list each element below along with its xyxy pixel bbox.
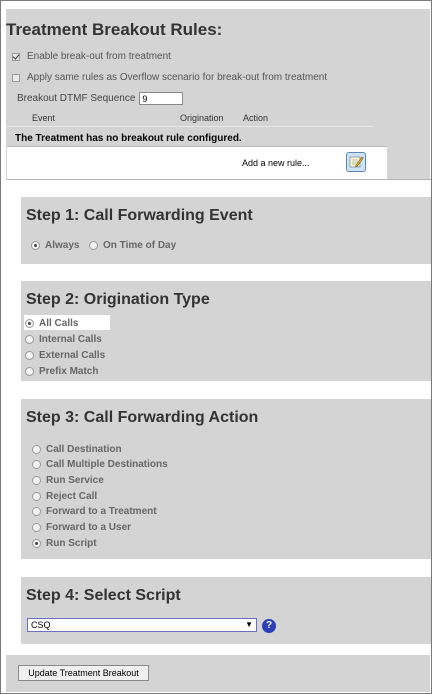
dtmf-label: Breakout DTMF Sequence: [17, 93, 136, 104]
column-header-event: Event: [32, 113, 56, 123]
enable-breakout-checkbox[interactable]: [12, 53, 20, 61]
step1-option-time-of-day-label: On Time of Day: [103, 240, 177, 251]
panel-bottom-divider: [7, 179, 431, 180]
step3-option-run-service-label: Run Service: [46, 475, 104, 486]
step3-title: Step 3: Call Forwarding Action: [26, 409, 259, 426]
enable-breakout-row[interactable]: [12, 51, 171, 62]
enable-breakout-label: Enable break-out from treatment: [27, 51, 171, 62]
dtmf-input[interactable]: 9: [139, 92, 183, 105]
step1-panel: [21, 197, 431, 264]
step2-option-all-calls[interactable]: [25, 318, 78, 329]
step3-option-run-script-label: Run Script: [46, 538, 97, 549]
step1-option-always-label: Always: [45, 240, 80, 251]
step1-option-always[interactable]: [31, 240, 79, 251]
radio-all-calls[interactable]: [25, 319, 34, 328]
step2-title: Step 2: Origination Type: [26, 291, 210, 308]
radio-time-of-day[interactable]: [89, 241, 98, 250]
add-rule-link[interactable]: Add a new rule...: [242, 158, 310, 168]
step3-option-forward-user-label: Forward to a User: [46, 522, 132, 533]
step3-option-call-multiple[interactable]: [32, 459, 168, 470]
dtmf-sequence-row: [17, 92, 183, 105]
same-rules-checkbox[interactable]: [12, 74, 20, 82]
step3-option-run-script[interactable]: [32, 538, 97, 549]
radio-forward-treatment[interactable]: [32, 507, 41, 516]
page-title: Treatment Breakout Rules:: [6, 20, 223, 39]
step1-title: Step 1: Call Forwarding Event: [26, 207, 253, 224]
step3-option-call-destination-label: Call Destination: [46, 444, 122, 455]
chevron-down-icon[interactable]: ▼: [245, 620, 253, 629]
radio-external-calls[interactable]: [25, 351, 34, 360]
step3-option-forward-treatment-label: Forward to a Treatment: [46, 506, 157, 517]
radio-call-destination[interactable]: [32, 445, 41, 454]
header-divider: [7, 126, 373, 127]
script-select[interactable]: [27, 618, 257, 632]
step2-option-internal-calls-label: Internal Calls: [39, 334, 102, 345]
same-rules-label: Apply same rules as Overflow scenario for break-out from treatment: [27, 72, 328, 83]
radio-prefix-match[interactable]: [25, 367, 34, 376]
step3-option-run-service[interactable]: [32, 475, 104, 486]
step2-option-prefix-match-label: Prefix Match: [39, 366, 99, 377]
step2-option-external-calls-label: External Calls: [39, 350, 106, 361]
step2-option-prefix-match[interactable]: [25, 366, 98, 377]
column-header-origination: Origination: [180, 113, 224, 123]
step1-option-time-of-day[interactable]: [89, 240, 176, 251]
radio-always[interactable]: [31, 241, 40, 250]
radio-forward-user[interactable]: [32, 523, 41, 532]
step3-option-call-destination[interactable]: [32, 444, 122, 455]
script-select-value: CSQ: [31, 620, 51, 630]
radio-reject-call[interactable]: [32, 492, 41, 501]
radio-run-service[interactable]: [32, 476, 41, 485]
add-rule-divider: [7, 146, 387, 147]
step4-panel: [21, 577, 431, 644]
step4-title: Step 4: Select Script: [26, 587, 181, 604]
step2-option-internal-calls[interactable]: [25, 334, 102, 345]
radio-run-script[interactable]: [32, 539, 41, 548]
add-rule-bar: [7, 146, 387, 179]
column-header-action: Action: [243, 113, 269, 123]
empty-rules-message: The Treatment has no breakout rule configured.: [15, 133, 242, 144]
step2-option-all-calls-label: All Calls: [39, 318, 79, 329]
step3-option-reject-call-label: Reject Call: [46, 491, 98, 502]
step3-option-forward-treatment[interactable]: [32, 506, 157, 517]
radio-internal-calls[interactable]: [25, 335, 34, 344]
edit-note-icon[interactable]: [346, 152, 366, 172]
step3-option-call-multiple-label: Call Multiple Destinations: [46, 459, 168, 470]
step2-option-external-calls[interactable]: [25, 350, 105, 361]
step3-option-forward-user[interactable]: [32, 522, 131, 533]
same-rules-row[interactable]: [12, 72, 327, 83]
step3-option-reject-call[interactable]: [32, 491, 97, 502]
radio-call-multiple[interactable]: [32, 460, 41, 469]
help-icon[interactable]: ?: [262, 619, 276, 633]
update-treatment-breakout-button[interactable]: Update Treatment Breakout: [18, 665, 149, 681]
